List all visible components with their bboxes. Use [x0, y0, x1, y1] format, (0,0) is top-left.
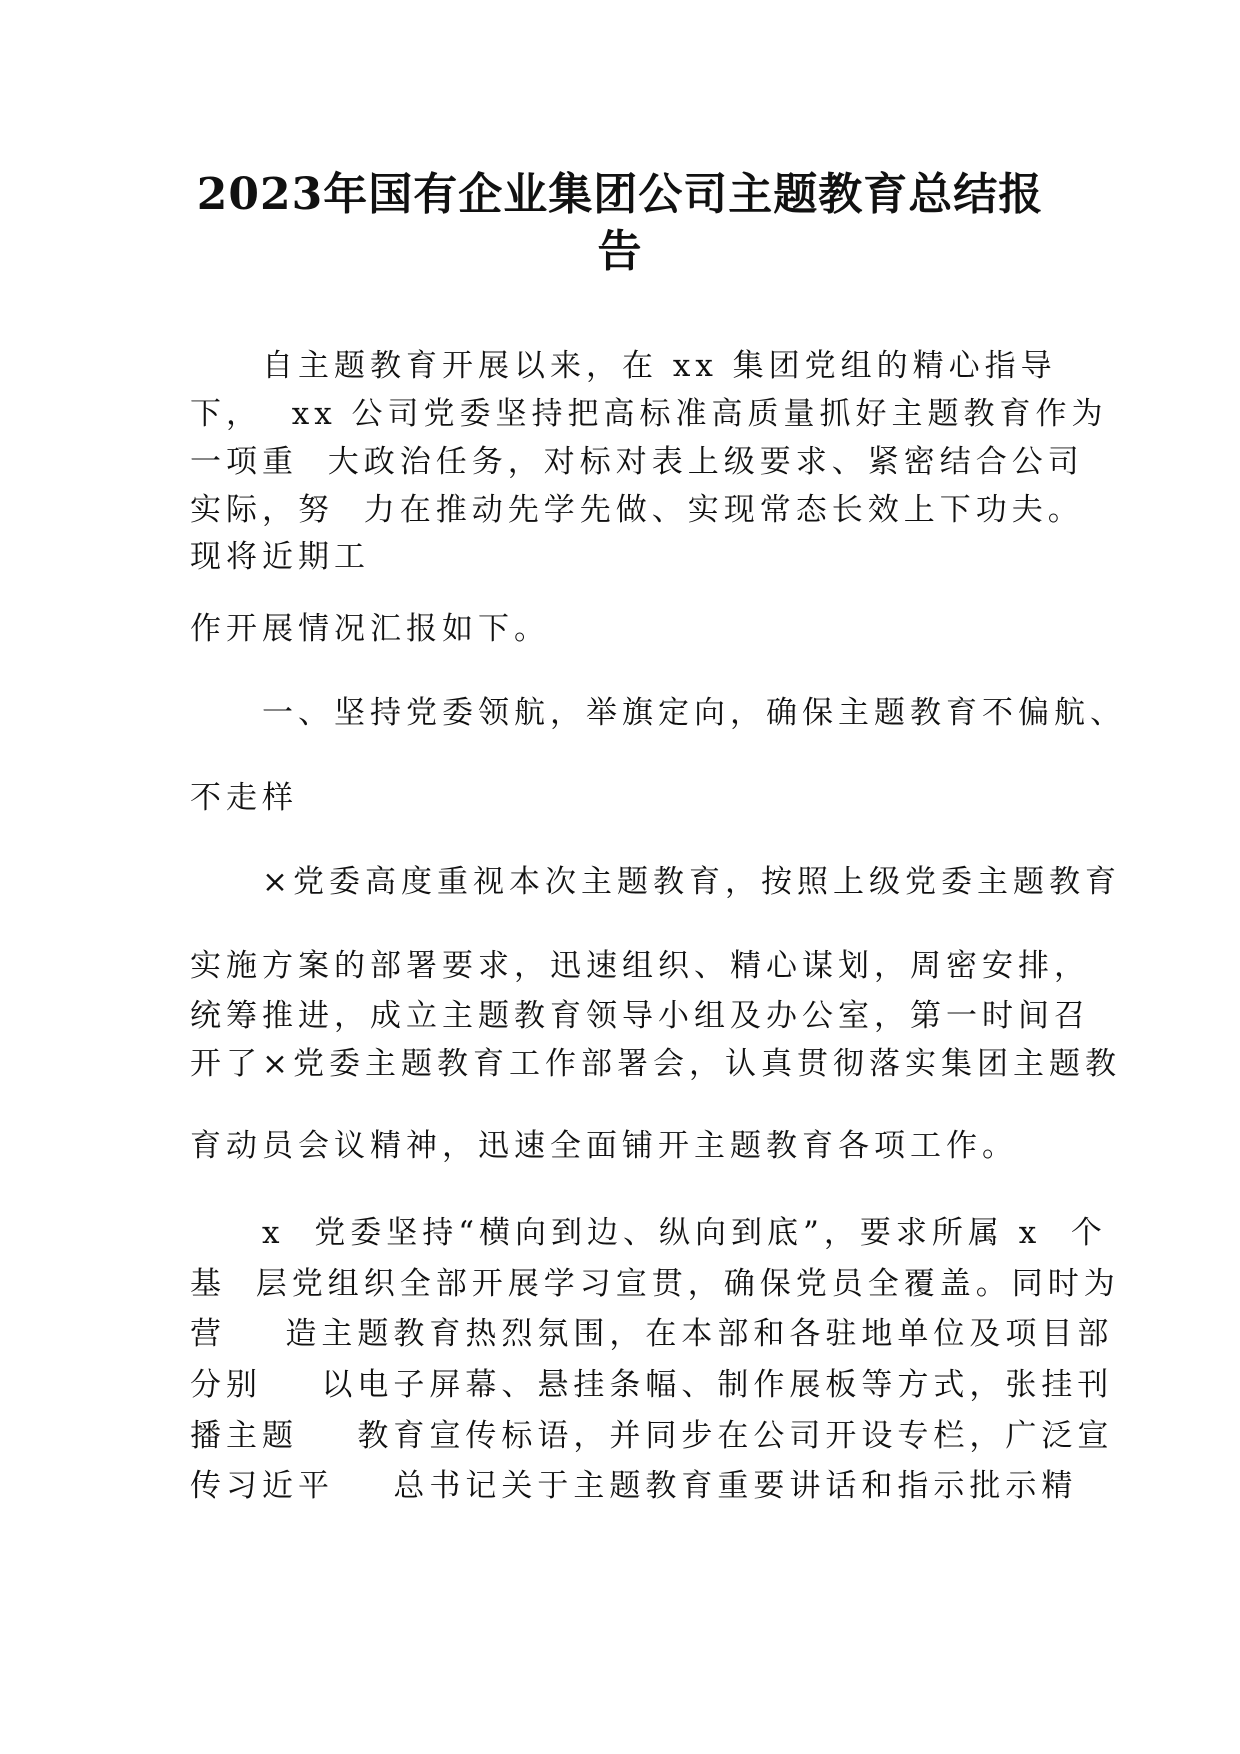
paragraph-1-line-1: 自主题教育开展以来，在 xx 集团党组的精心指导: [262, 348, 1057, 384]
paragraph-1-line-6: 作开展情况汇报如下。: [190, 611, 550, 647]
paragraph-1-line-3: 一项重 大政治任务，对标对表上级要求、紧密结合公司: [190, 444, 1084, 480]
paragraph-3-line-1: ×党委高度重视本次主题教育，按照上级党委主题教育: [262, 864, 1121, 900]
paragraph-4-line-1: x 党委坚持“横向到边、纵向到底”，要求所属 x 个: [262, 1215, 1107, 1251]
paragraph-1-line-5: 现将近期工: [190, 539, 370, 575]
paragraph-3-line-5: 育动员会议精神，迅速全面铺开主题教育各项工作。: [190, 1128, 1018, 1164]
document-title-line-2: 告: [597, 226, 643, 277]
section-heading-1-line-2: 不走样: [190, 780, 298, 816]
paragraph-1-line-4: 实际，努 力在推动先学先做、实现常态长效上下功夫。: [190, 492, 1084, 528]
document-title-line-1: 2023年国有企业集团公司主题教育总结报: [196, 169, 1044, 220]
paragraph-3-line-3: 统筹推进，成立主题教育领导小组及办公室，第一时间召: [190, 998, 1090, 1034]
paragraph-4-line-5: 播主题 教育宣传标语，并同步在公司开设专栏，广泛宣: [190, 1418, 1114, 1454]
paragraph-3-line-4: 开了×党委主题教育工作部署会，认真贯彻落实集团主题教: [190, 1046, 1121, 1082]
paragraph-1-line-2: 下， xx 公司党委坚持把高标准高质量抓好主题教育作为: [190, 396, 1108, 432]
section-heading-1-line-1: 一、坚持党委领航，举旗定向，确保主题教育不偏航、: [262, 695, 1126, 731]
paragraph-4-line-3: 营 造主题教育热烈氛围，在本部和各驻地单位及项目部: [190, 1316, 1114, 1352]
paragraph-3-line-2: 实施方案的部署要求，迅速组织、精心谋划，周密安排，: [190, 948, 1090, 984]
paragraph-4-line-2: 基 层党组织全部开展学习宣贯，确保党员全覆盖。同时为: [190, 1266, 1120, 1302]
paragraph-4-line-6: 传习近平 总书记关于主题教育重要讲话和指示批示精: [190, 1468, 1078, 1504]
paragraph-4-line-4: 分别 以电子屏幕、悬挂条幅、制作展板等方式，张挂刊: [190, 1367, 1114, 1403]
